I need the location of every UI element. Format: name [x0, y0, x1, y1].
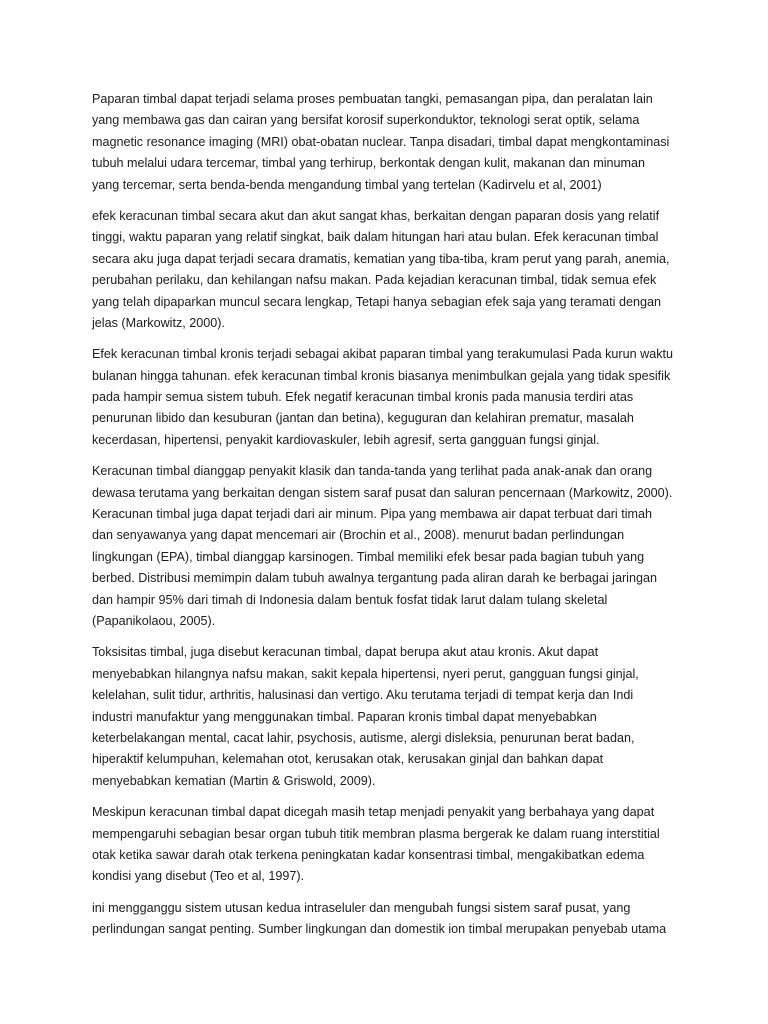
text-line: Meskipun keracunan timbal dapat dicegah masih tetap menjadi penyakit yang berbahaya yang dapat	[92, 805, 655, 820]
text-line: menyebabkan hilangnya nafsu makan, sakit kepala hipertensi, nyeri perut, gangguan fungsi ginjal,	[92, 666, 639, 681]
text-line: efek keracunan timbal secara akut dan akut sangat khas, berkaitan dengan paparan dosis yang relatif	[92, 208, 660, 223]
text-line: yang membawa gas dan cairan yang bersifat korosif superkonduktor, teknologi serat optik, selama	[92, 113, 640, 128]
paragraph-chronic-poisoning	[92, 344, 698, 451]
text-line: industri manufaktur yang menggunakan timbal. Paparan kronis timbal dapat menyebabkan	[92, 709, 597, 724]
text-line: ini mengganggu sistem utusan kedua intraseluler dan mengubah fungsi sistem saraf pusat, yang	[92, 900, 631, 915]
text-line: Paparan timbal dapat terjadi selama proses pembuatan tangki, pemasangan pipa, dan peralatan lain	[92, 92, 653, 106]
text-line: tinggi, waktu paparan yang relatif singkat, baik dalam hitungan hari atau bulan. Efek keracunan timbal	[92, 230, 659, 245]
text-line: perlindungan sangat penting. Sumber lingkungan dan domestik ion timbal merupakan penyebab utama	[92, 922, 667, 937]
text-line: dewasa terutama yang berkaitan dengan sistem saraf pusat dan saluran pencernaan (Markowitz, 2000).	[92, 485, 673, 500]
text-line: jelas (Markowitz, 2000).	[92, 315, 225, 330]
text-line: Keracunan timbal juga dapat terjadi dari air minum. Pipa yang membawa air dapat terbuat dari timah	[92, 507, 653, 522]
paragraph-toxicity	[92, 642, 698, 792]
text-line: keterbelakangan mental, cacat lahir, psychosis, autisme, alergi disleksia, penurunan berat badan,	[92, 730, 635, 745]
text-line: penurunan libido dan kesuburan (jantan dan betina), keguguran dan kelahiran prematur, masalah	[92, 411, 634, 426]
text-line: dan hampir 95% dari timah di Indonesia dalam bentuk fosfat tidak larut dalam tulang skeletal	[92, 592, 608, 607]
text-line: berbed. Distribusi memimpin dalam tubuh awalnya tergantung pada aliran darah ke berbagai jaringan	[92, 571, 657, 586]
text-line: kelelahan, sulit tidur, arthritis, halusinasi dan vertigo. Aku terutama terjadi di tempat kerja dan Indi	[92, 688, 634, 703]
text-line: Efek keracunan timbal kronis terjadi sebagai akibat paparan timbal yang terakumulasi Pada kurun waktu	[92, 347, 674, 362]
text-line: pada hampir semua sistem tubuh. Efek negatif keracunan timbal kronis pada manusia terdiri atas	[92, 390, 634, 405]
text-line: bulanan hingga tahunan. efek keracunan timbal kronis biasanya menimbulkan gejala yang tidak spesifik	[92, 368, 671, 383]
text-line: Toksisitas timbal, juga disebut keracunan timbal, dapat berupa akut atau kronis. Akut dapat	[92, 645, 599, 660]
text-line: lingkungan (EPA), timbal dianggap karsinogen. Timbal memiliki efek besar pada bagian tubuh yang	[92, 549, 645, 564]
text-line: menyebabkan kematian (Martin & Griswold, 2009).	[92, 773, 376, 788]
text-line: dan senyawanya yang dapat mencemari air (Brochin et al., 2008). menurut badan perlindungan	[92, 528, 625, 543]
text-line: yang telah dipaparkan muncul secara lengkap, Tetapi hanya sebagian efek saja yang teramati dengan	[92, 294, 661, 309]
text-line: Keracunan timbal dianggap penyakit klasik dan tanda-tanda yang terlihat pada anak-anak dan orang	[92, 464, 653, 479]
text-line: mempengaruhi sebagian besar organ tubuh titik membran plasma bergerak ke dalam ruang interstitial	[92, 826, 660, 841]
text-line: kondisi yang disebut (Teo et al, 1997).	[92, 869, 305, 884]
text-line: perubahan perilaku, dan kehilangan nafsu makan. Pada kejadian keracunan timbal, tidak semua efek	[92, 273, 657, 288]
text-line: (Papanikolaou, 2005).	[92, 613, 216, 628]
paragraph-nervous-system	[92, 898, 698, 941]
text-line: secara aku juga dapat terjadi secara dramatis, kematian yang tiba-tiba, kram perut yang parah, anemia,	[92, 251, 670, 266]
text-line: magnetic resonance imaging (MRI) obat-obatan nuclear. Tanpa disadari, timbal dapat mengkontaminasi	[92, 134, 670, 149]
paragraph-lead-exposure	[92, 89, 698, 196]
text-line: tubuh melalui udara tercemar, timbal yang terhirup, berkontak dengan kulit, makanan dan minuman	[92, 156, 646, 171]
paragraph-acute-poisoning	[92, 206, 698, 334]
text-line: kecerdasan, hipertensi, penyakit kardiovaskuler, lebih agresif, serta gangguan fungsi ginjal.	[92, 432, 600, 447]
paragraph-classic-disease	[92, 461, 698, 632]
text-line: hiperaktif kelumpuhan, kelemahan otot, kerusakan otak, kerusakan ginjal dan bahkan dapat	[92, 752, 604, 767]
text-line: otak ketika sawar darah otak terkena peningkatan kadar konsentrasi timbal, mengakibatkan edema	[92, 847, 645, 862]
paragraph-prevention	[92, 802, 698, 888]
text-line: yang tercemar, serta benda-benda mengandung timbal yang tertelan (Kadirvelu et al, 2001)	[92, 177, 602, 192]
